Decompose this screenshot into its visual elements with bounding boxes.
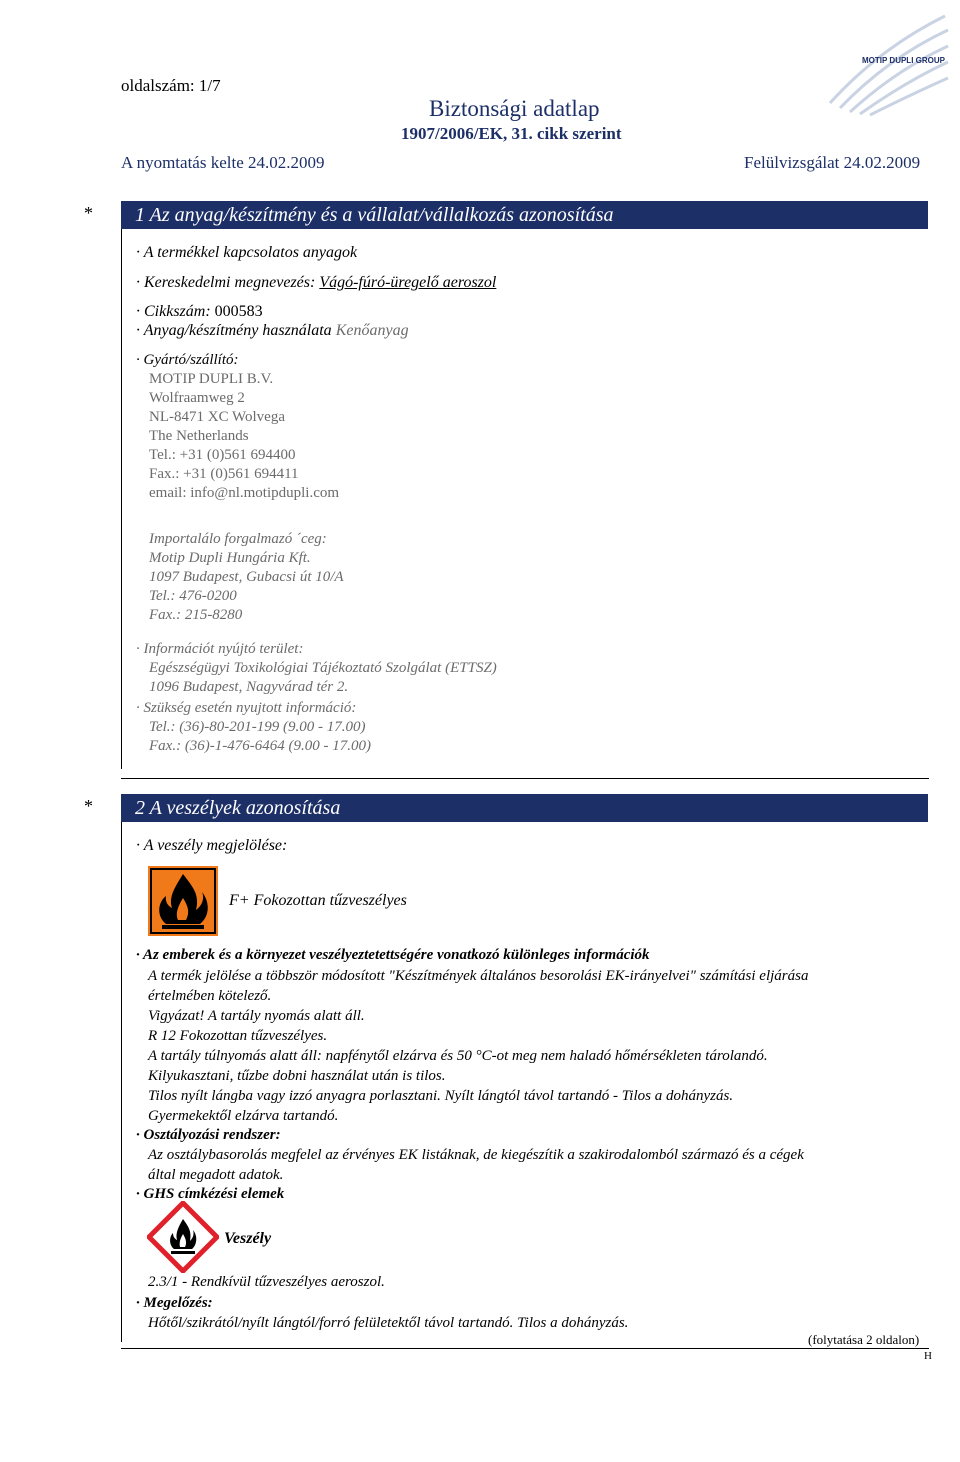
flammable-orange-icon (148, 866, 218, 936)
prevention-text: Hőtől/szikrától/nyílt lángtól/forró felületektől távol tartandó. Tilos a dohányzás. (148, 1315, 629, 1331)
classification-lines: Az osztálybasorolás megfelel az érvényes EK listáknak, de kiegészítik a szakirodalomból származó és a cégek által megadott adatok. (148, 1147, 804, 1183)
article-value: 000583 (214, 303, 263, 320)
footer-rule (121, 1348, 929, 1349)
trade-name-row (136, 273, 496, 293)
revision-date: Felülvizsgálat 24.02.2009 (744, 153, 921, 172)
manufacturer-label: · Gyártó/szállító: (136, 352, 239, 368)
usage-value: Kenőanyag (335, 322, 409, 339)
info-lines: Egészségügyi Toxikológiai Tájékoztató Szolgálat (ETTSZ) 1096 Budapest, Nagyvárad tér 2. (149, 660, 497, 695)
emergency-lines: Tel.: (36)-80-201-199 (9.00 - 17.00) Fax.: (36)-1-476-6464 (9.00 - 17.00) (149, 719, 372, 754)
print-date: A nyomtatás kelte 24.02.2009 (121, 153, 325, 172)
info-label: · Információt nyújtó terület: (136, 641, 304, 657)
trade-name-label: · Kereskedelmi megnevezés: (136, 274, 320, 291)
footer-language-letter: H (924, 1350, 932, 1362)
section1-left-rule (121, 229, 122, 769)
motip-dupli-logo (810, 8, 950, 118)
section1-marker: * (84, 203, 93, 223)
special-info-lines: A termék jelölése a többször módosított "Készítmények általános besorolási EK-irányelvei" számítási eljárása értelmében kötelező. Vigyázat! A tartály nyomás alatt áll. R 12 Fokozottan tűzveszélyes. A tartály túlnyomás alatt áll: napfénytől elzárva és 50 °C-ot meg nem haladó hőmérsékleten tárolandó. Kilyukasztani, tűzbe dobni használat után is tilos. Tilos nyílt lángba vagy izzó anyagra porlasztani. Nyílt lángtól távol tartandó - Tilos a dohányzás. Gyermekektől elzárva tartandó. (148, 968, 809, 1124)
continued-note: (folytatása 2 oldalon) (808, 1332, 920, 1347)
section2-heading: 2 A veszélyek azonosítása (121, 794, 928, 822)
section2-marker: * (84, 796, 93, 816)
hazard-label: · A veszély megjelölése: (136, 837, 288, 854)
hazard-symbol-text: F+ Fokozottan tűzveszélyes (229, 892, 407, 909)
ghs-signal-word: Veszély (224, 1230, 272, 1247)
usage-label: · Anyag/készítmény használata (136, 322, 336, 339)
ghs-label: · GHS címkézési elemek (136, 1186, 285, 1202)
usage-row (136, 321, 409, 341)
document-subtitle: 1907/2006/EK, 31. cikk szerint (401, 124, 622, 143)
manufacturer-address: MOTIP DUPLI B.V. Wolfraamweg 2 NL-8471 XC Wolvega The Netherlands Tel.: +31 (0)561 694400 Fax.: +31 (0)561 694411 email: info@nl.motipdupli.com (149, 371, 340, 501)
trade-name-value: Vágó-fúró-üregelő aeroszol (319, 274, 497, 291)
section1-heading: 1 Az anyag/készítmény és a vállalat/vállalkozás azonosítása (121, 201, 928, 229)
article-number-row (136, 302, 263, 322)
emergency-label: · Szükség esetén nyujtott információ: (136, 700, 357, 716)
related-substances: · A termékkel kapcsolatos anyagok (136, 244, 358, 261)
importer-address: Importalálo forgalmazó ´ceg: Motip Dupli Hungária Kft. 1097 Budapest, Gubacsi út 10/A Tel.: 476-0200 Fax.: 215-8280 (149, 531, 344, 623)
article-label: · Cikkszám: (136, 303, 215, 320)
document-title: Biztonsági adatlap (429, 96, 600, 121)
classification-label: · Osztályozási rendszer: (136, 1127, 281, 1143)
section-divider (121, 778, 929, 779)
page-number: oldalszám: 1/7 (121, 76, 221, 95)
prevention-label: · Megelőzés: (136, 1295, 213, 1311)
section2-left-rule (121, 822, 122, 1342)
ghs-hazard-statement: 2.3/1 - Rendkívül tűzveszélyes aeroszol. (148, 1274, 385, 1290)
ghs-flame-icon (147, 1201, 219, 1273)
svg-text:MOTIP DUPLI GROUP: MOTIP DUPLI GROUP (862, 56, 945, 65)
special-info-label: · Az emberek és a környezet veszélyeztetettségére vonatkozó különleges információk (136, 947, 650, 963)
